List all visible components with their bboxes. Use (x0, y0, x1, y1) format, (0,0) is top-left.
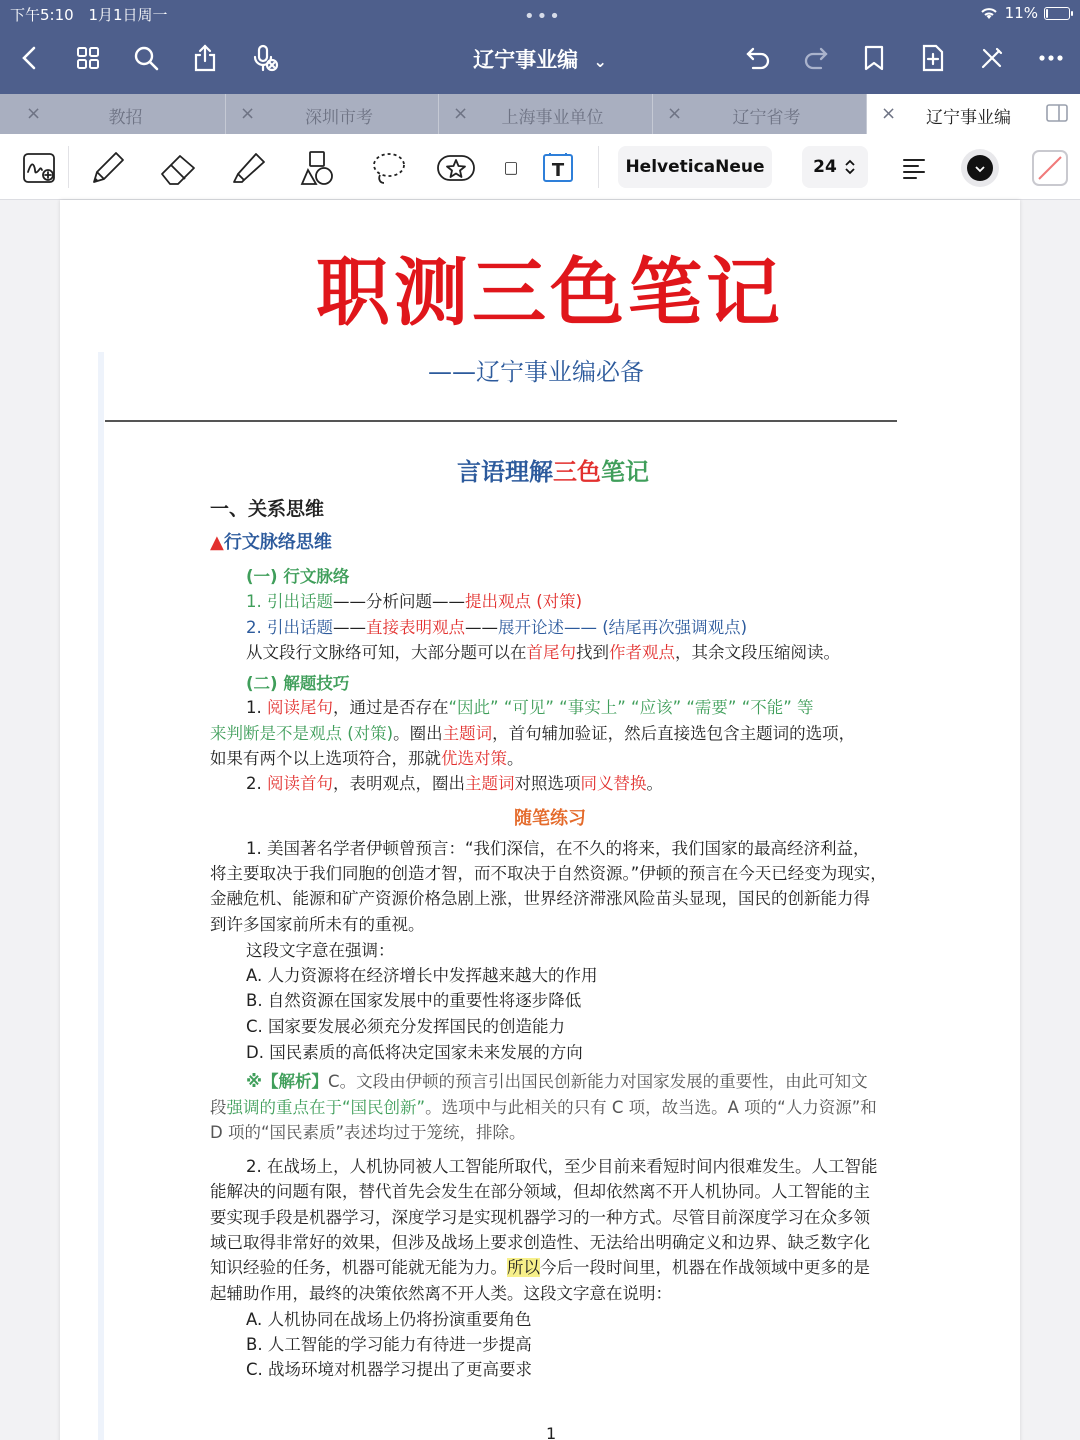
answer-line (246, 1071, 868, 1093)
question-1-line: 将主要取决于我们同胞的创造才智，而不取决于自然资源。”伊顿的预言在今天已经变为现实， (210, 864, 887, 883)
question-2-line: 2. 在战场上，人机协同被人工智能所取代，至少目前来看短时间内很难发生。人工智能 (246, 1157, 878, 1176)
heading-2 (210, 532, 332, 554)
grid-view-icon[interactable] (68, 38, 108, 78)
font-family-label: HelveticaNeue (625, 157, 765, 177)
text-span: 展开论述 (498, 618, 564, 637)
lasso-tool-icon[interactable] (366, 146, 410, 190)
section-title (0, 452, 1080, 487)
battery-percent: 11% (1004, 4, 1038, 22)
question-1-line: 1. 美国著名学者伊顿曾预言：“我们深信，在不久的将来，我们国家的最高经济利益， (246, 839, 870, 858)
color-picker-button[interactable] (958, 146, 1002, 190)
text-span: C。文段由伊顿的预言引出国民创新能力对国家发展的重要性，由此可知文 (328, 1072, 868, 1091)
text-span: 主题词 (465, 774, 515, 793)
text-span: —— (465, 618, 498, 637)
page-subtitle: ——辽宁事业编必备 (428, 358, 644, 386)
text-span: “因此” “可见” “事实上” “应该” “需要” “不能” 等 (448, 698, 814, 717)
text-span: 首尾句 (526, 643, 576, 662)
share-icon[interactable] (185, 38, 225, 78)
tab-liaoning-institution[interactable] (867, 94, 1080, 134)
page-title: 职测三色笔记 (316, 250, 784, 336)
answer-mark: ※【解析】 (246, 1072, 329, 1091)
bookmark-icon[interactable] (854, 38, 894, 78)
status-time: 下午5:10 (10, 6, 74, 24)
text-span: ，表明观点，圈出 (333, 774, 465, 793)
chevron-updown-icon (843, 158, 857, 176)
section-title-part: 三色 (553, 458, 601, 486)
eraser-tool-icon[interactable] (156, 146, 200, 190)
option-b: B. 自然资源在国家发展中的重要性将逐步降低 (246, 991, 582, 1010)
text-span: 2. (246, 774, 267, 793)
tab-close-icon[interactable]: × (881, 103, 897, 124)
text-span: 强调的重点在于“国民创新” (226, 1098, 426, 1117)
text-span: 今后一段时间里，机器在作战领域中更多的是 (540, 1258, 870, 1277)
option-a: A. 人力资源将在经济增长中发挥越来越大的作用 (246, 966, 598, 985)
answer-line (210, 1097, 877, 1119)
status-time-date (10, 4, 168, 25)
shape-tool-icon[interactable] (296, 146, 340, 190)
heading-2-text: 行文脉络思维 (223, 532, 332, 553)
text-span: 优选对策 (441, 749, 507, 768)
tab-bar (0, 94, 1080, 134)
text-line (246, 697, 814, 719)
tab-jiaozhao[interactable] (12, 94, 226, 134)
question-2-line: 起辅助作用，最终的决策依然离不开人类。这段文字意在说明： (210, 1284, 672, 1303)
question-2-line (210, 1257, 870, 1279)
font-family-button[interactable] (618, 146, 772, 188)
divider (105, 420, 897, 422)
text-line (246, 642, 840, 664)
section-title-part: 笔记 (601, 458, 649, 486)
option-b: B. 人工智能的学习能力有待进一步提高 (246, 1335, 532, 1354)
text-span: 。 (646, 774, 663, 793)
text-line (246, 773, 663, 795)
tab-shanghai[interactable] (439, 94, 653, 134)
fill-none-icon[interactable] (1028, 146, 1072, 190)
microphone-off-icon[interactable] (244, 38, 284, 78)
text-tool-glyph: T (551, 160, 565, 181)
battery-icon (1044, 7, 1070, 20)
text-span: 从文段行文脉络可知，大部分题可以在 (246, 643, 527, 662)
wifi-icon (979, 5, 999, 21)
heading-1: 一、关系思维 (210, 498, 325, 520)
tab-close-icon[interactable]: × (453, 103, 469, 124)
text-span: 直接表明观点 (366, 618, 465, 637)
drawing-toolbar (0, 134, 1080, 200)
text-span: 同义替换 (580, 774, 647, 793)
text-line (210, 748, 524, 770)
add-page-icon[interactable] (913, 38, 953, 78)
text-align-icon[interactable] (892, 146, 936, 190)
font-size-button[interactable] (802, 146, 868, 188)
text-span: 对照选项 (514, 774, 581, 793)
text-span: —— (结尾再次强调观点) (564, 618, 748, 637)
subheading-1: (一) 行文脉络 (246, 567, 350, 586)
question-2-line: 要实现手段是机器学习，深度学习是实现机器学习的一种方式。尽管目前深度学习在众多领 (210, 1208, 870, 1227)
tab-close-icon[interactable]: × (26, 103, 42, 124)
text-tool-icon[interactable] (536, 146, 580, 190)
battery-fill (1046, 9, 1048, 18)
tab-label: 辽宁事业编 (926, 108, 1011, 128)
pen-tool-icon[interactable] (86, 146, 130, 190)
text-span: 段 (210, 1098, 227, 1117)
text-span: 。选项中与此相关的只有 C 项，故当选。A 项的“人力资源”和 (425, 1098, 877, 1117)
question-1-stem: 这段文字意在强调： (246, 941, 395, 960)
tab-label: 深圳市考 (305, 108, 373, 128)
back-icon[interactable] (10, 38, 50, 78)
text-span: 找到 (576, 643, 609, 662)
font-size-label: 24 (813, 157, 837, 177)
status-right (979, 4, 1070, 22)
tab-label: 上海事业单位 (501, 108, 604, 128)
text-span: 来判断是不是观点 (对策) (210, 724, 394, 743)
tab-close-icon[interactable]: × (667, 103, 683, 124)
option-c: C. 战场环境对机器学习提出了更高要求 (246, 1360, 533, 1379)
triangle-icon: ▲ (210, 532, 224, 553)
practice-heading: 随笔练习 (514, 808, 586, 829)
tab-liaoning-provincial[interactable] (653, 94, 867, 134)
tab-label: 辽宁省考 (732, 108, 801, 128)
undo-icon[interactable] (738, 38, 778, 78)
text-line (210, 723, 855, 745)
text-line (246, 617, 747, 639)
section-title-part: 言语理解 (457, 458, 553, 486)
split-view-icon[interactable] (1046, 103, 1068, 123)
text-span: 主题词 (442, 724, 493, 743)
question-1-line: 到许多国家前所未有的重视。 (210, 915, 425, 934)
text-span: ，通过是否存在 (333, 698, 449, 717)
text-span: 作者观点 (609, 643, 675, 662)
text-span: 1. 引出话题 (246, 592, 333, 611)
sticker-tool-icon[interactable] (434, 146, 478, 190)
question-1-line: 金融危机、能源和矿产资源价格急剧上涨，世界经济滞涨风险苗头显现，国民的创新能力得 (210, 889, 870, 908)
tab-label: 教招 (108, 108, 143, 128)
page-margin-bar (98, 352, 104, 1440)
text-span: 2. 引出话题 (246, 618, 333, 637)
text-span: ——分析问题—— (333, 592, 465, 611)
image-tool-icon[interactable] (502, 146, 520, 190)
toolbar-divider (598, 146, 599, 188)
top-navigation-bar (0, 0, 1080, 94)
tab-close-icon[interactable]: × (240, 103, 256, 124)
multitasking-dots-icon[interactable]: ••• (524, 6, 562, 27)
subheading-2: (二) 解题技巧 (246, 674, 350, 693)
option-d: D. 国民素质的高低将决定国家未来发展的方向 (246, 1043, 583, 1062)
search-icon[interactable] (126, 38, 166, 78)
question-2-line: 能解决的问题有限，替代首先会发生在部分领域，但却依然离不开人机协同。人工智能的主 (210, 1182, 870, 1201)
text-span: 。 (507, 749, 524, 768)
question-2-line: 域已取得非常好的效果，但涉及战场上要求创造性、无法给出明确定义和边界、缺乏数字化 (210, 1233, 870, 1252)
text-span: 如果有两个以上选项符合，那就 (210, 749, 441, 768)
text-span: 1. (246, 698, 267, 717)
tab-shenzhen[interactable] (226, 94, 439, 134)
option-a: A. 人机协同在战场上仍将扮演重要角色 (246, 1310, 532, 1329)
text-span: ，其余文段压缩阅读。 (675, 643, 840, 662)
chevron-down-icon: ⌄ (593, 52, 607, 71)
text-span: ，首句辅加验证，然后直接选包含主题词的选项， (492, 724, 856, 743)
document-title-button[interactable] (440, 44, 640, 74)
text-line (246, 591, 582, 613)
status-date: 1月1日周一 (88, 6, 168, 24)
answer-line: D 项的“国民素质”表述均过于笼统，排除。 (210, 1123, 526, 1142)
text-span: 。圈出 (393, 724, 443, 743)
redo-icon[interactable] (796, 38, 836, 78)
option-c: C. 国家要发展必须充分发挥国民的创造能力 (246, 1017, 566, 1036)
toolbar-divider (68, 146, 69, 188)
handwriting-convert-icon[interactable] (18, 146, 62, 190)
highlighted-text: 所以 (507, 1258, 540, 1277)
close-pen-icon[interactable] (972, 38, 1012, 78)
text-span: 提出观点 (对策) (465, 592, 583, 611)
page-number: 1 (546, 1424, 557, 1440)
text-span: 阅读尾句 (267, 698, 333, 717)
document-title: 辽宁事业编 (473, 48, 579, 72)
highlighter-tool-icon[interactable] (226, 146, 270, 190)
text-span: 知识经验的任务，机器可能就无能为力。 (210, 1258, 507, 1277)
more-icon[interactable] (1031, 38, 1071, 78)
text-span: 阅读首句 (267, 774, 333, 793)
text-span: —— (333, 618, 366, 637)
